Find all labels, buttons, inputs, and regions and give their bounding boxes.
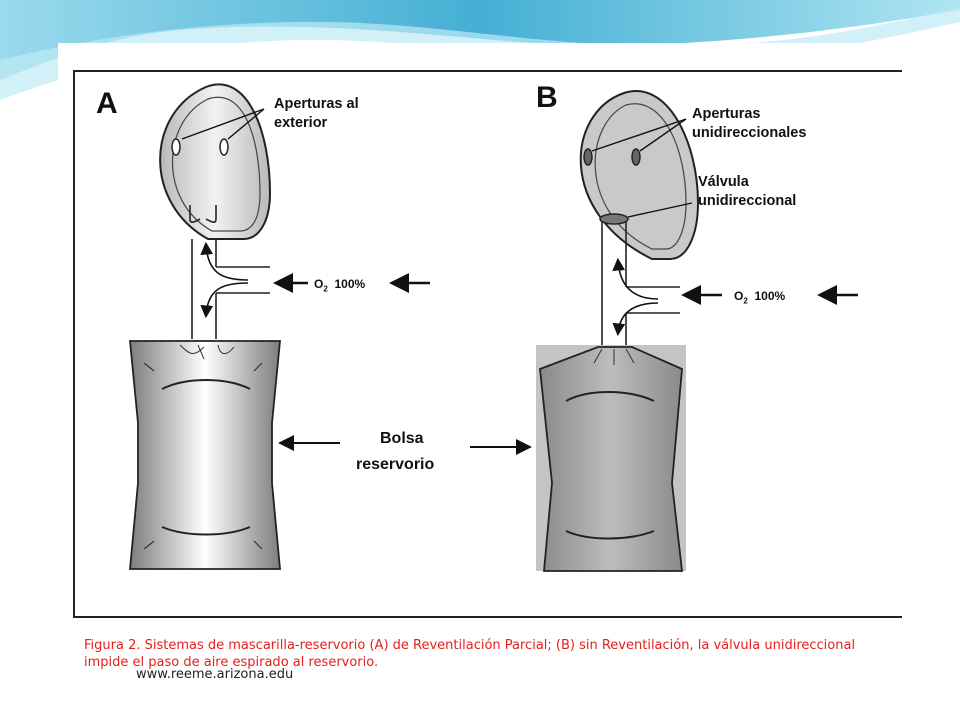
mask-a-opening-left xyxy=(172,139,180,155)
b-valve-label-1: Válvula xyxy=(698,174,749,190)
mask-b-outer xyxy=(581,91,698,259)
a-o2-label: $O_2$ 100% xyxy=(314,277,366,294)
a-openings-label-1: Aperturas al xyxy=(274,96,359,112)
one-way-valve xyxy=(600,214,628,224)
mask-b-opening-left xyxy=(584,149,592,165)
b-o2-label: $O_2$ 100% xyxy=(734,289,786,306)
figure-panel xyxy=(58,43,902,698)
mask-a-outer xyxy=(160,84,270,239)
b-openings-label-2: unidireccionales xyxy=(692,125,807,141)
mask-b-opening-right xyxy=(632,149,640,165)
bag-label-2: reservorio xyxy=(356,456,435,473)
b-valve-label-2: unidireccional xyxy=(698,193,797,209)
panel-b-letter: B xyxy=(536,81,558,114)
panel-b xyxy=(470,91,858,571)
panel-a xyxy=(130,84,430,569)
mask-a-opening-right xyxy=(220,139,228,155)
bag-b xyxy=(540,347,682,571)
bag-label-1: Bolsa xyxy=(380,430,424,447)
figure-caption: Figura 2. Sistemas de mascarilla-reservorio (A) de Reventilación Parcial; (B) sin Reventilación, la válvula unidireccional impide el paso de aire espirado al reservorio. xyxy=(84,638,856,670)
source-url: www.reeme.arizona.edu xyxy=(136,667,294,682)
panel-a-letter: A xyxy=(96,87,118,120)
b-openings-label-1: Aperturas xyxy=(692,106,761,122)
a-openings-label-2: exterior xyxy=(274,115,328,131)
